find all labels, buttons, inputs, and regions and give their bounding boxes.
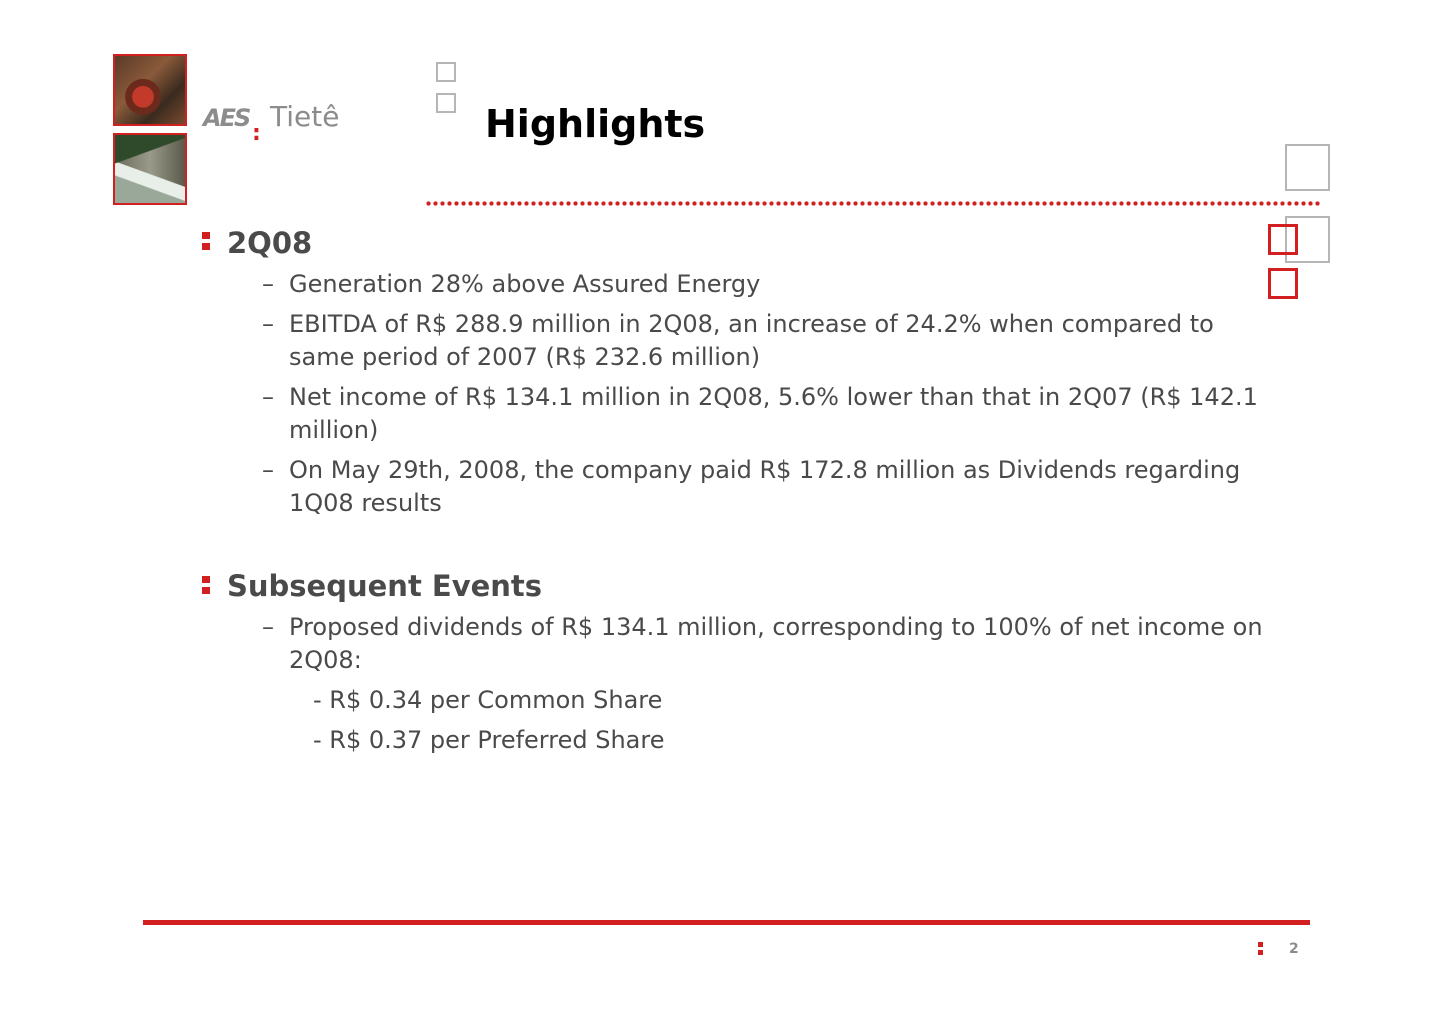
- page-title: Highlights: [485, 102, 706, 146]
- dam-photo: [113, 133, 187, 205]
- section-bullet-icon: [202, 232, 210, 254]
- list-item: – EBITDA of R$ 288.9 million in 2Q08, an increase of 24.2% when compared to same period of 2007 (R$ 232.6 million): [262, 310, 1214, 371]
- list-item: – Generation 28% above Assured Energy: [262, 270, 761, 298]
- decor-square: [436, 93, 456, 113]
- title-divider: [425, 201, 1321, 206]
- section-heading: 2Q08: [227, 226, 313, 260]
- tiete-logo-text: Tietê: [270, 100, 340, 133]
- page-marker-icon: [1258, 942, 1263, 958]
- logo-separator-icon: :: [252, 121, 261, 146]
- footer-divider: [143, 920, 1310, 925]
- page-number: 2: [1289, 941, 1299, 957]
- turbine-photo: [113, 54, 187, 126]
- aes-logo: AES: [203, 104, 250, 132]
- decor-square: [1285, 144, 1330, 191]
- sub-list-item: - R$ 0.37 per Preferred Share: [313, 726, 665, 754]
- list-item: – On May 29th, 2008, the company paid R$ 172.8 million as Dividends regarding 1Q08 results: [262, 456, 1241, 517]
- decor-square: [436, 62, 456, 82]
- section-heading: Subsequent Events: [227, 569, 543, 603]
- section-bullet-icon: [202, 576, 210, 598]
- list-item: – Net income of R$ 134.1 million in 2Q08, 5.6% lower than that in 2Q07 (R$ 142.1 million): [262, 383, 1258, 444]
- sub-list-item: - R$ 0.34 per Common Share: [313, 686, 663, 714]
- decor-square-red: [1268, 224, 1298, 255]
- list-item: – Proposed dividends of R$ 134.1 million, corresponding to 100% of net income on 2Q08:: [262, 613, 1263, 674]
